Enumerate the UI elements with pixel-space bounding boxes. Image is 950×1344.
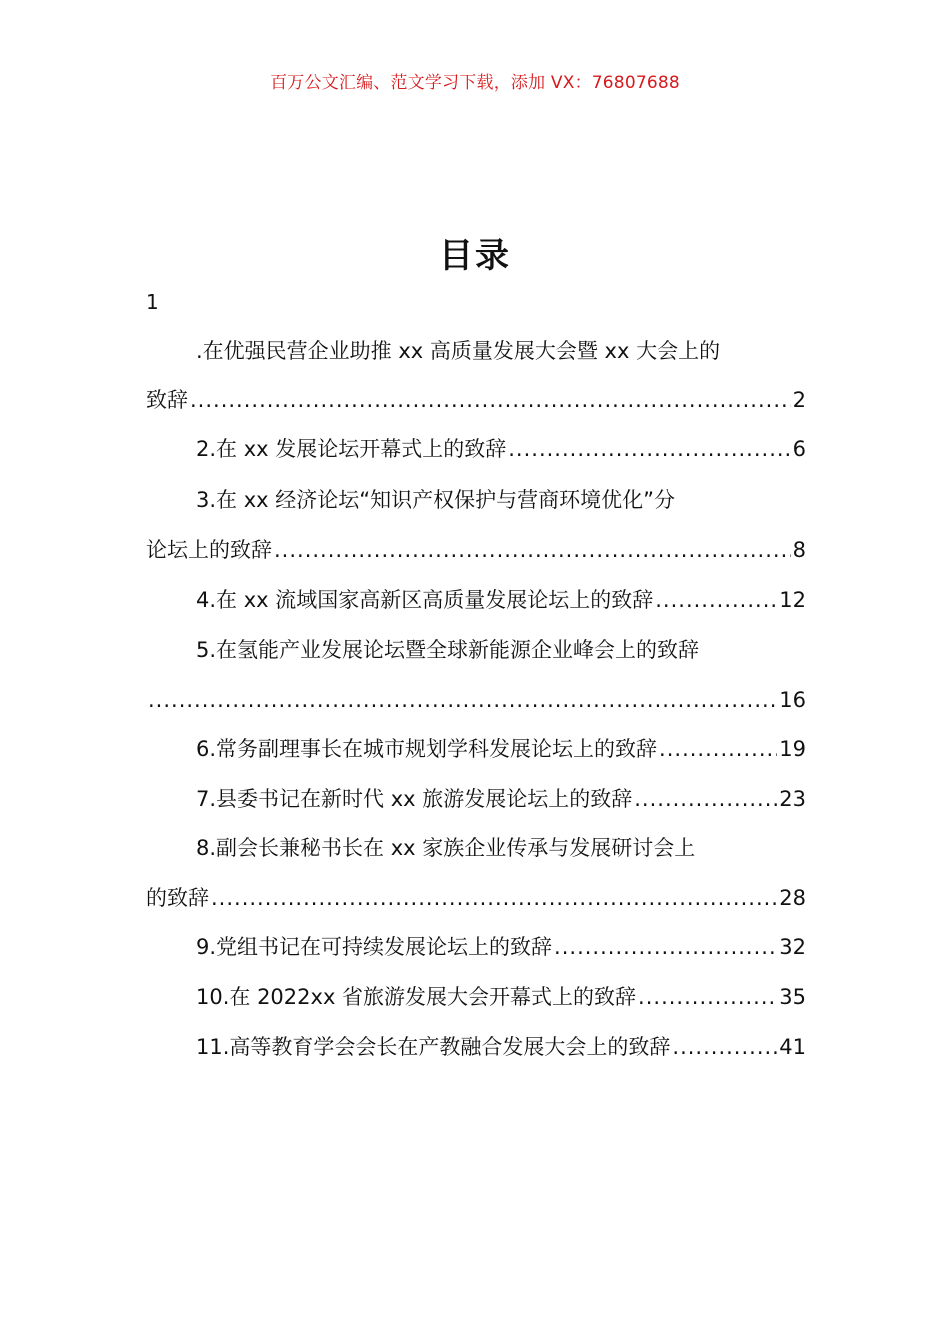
toc-entry-7 bbox=[196, 785, 806, 813]
toc-leader-dots bbox=[672, 1033, 777, 1061]
toc-entry-6-text: 6.常务副理事长在城市规划学科发展论坛上的致辞 bbox=[196, 737, 658, 761]
toc-entry-5-line2 bbox=[146, 686, 806, 714]
toc-entry-1-page: 2 bbox=[792, 388, 806, 412]
toc-entry-11 bbox=[196, 1033, 806, 1061]
toc-entry-10 bbox=[196, 983, 806, 1011]
header-note: 百万公文汇编、范文学习下载，添加 VX：76807688 bbox=[270, 73, 680, 93]
toc-leader-dots bbox=[190, 386, 791, 414]
toc-entry-4-page: 12 bbox=[779, 588, 806, 612]
toc-leader-dots bbox=[634, 785, 777, 813]
toc-entry-10-text: 10.在 2022xx 省旅游发展大会开幕式上的致辞 bbox=[196, 985, 637, 1009]
toc-leader-dots bbox=[554, 933, 777, 961]
toc-entry-6 bbox=[196, 735, 806, 763]
toc-entry-3-line1: 3.在 xx 经济论坛“知识产权保护与营商环境优化”分 bbox=[196, 488, 675, 512]
toc-leader-dots bbox=[211, 884, 777, 912]
toc-entry-7-text: 7.县委书记在新时代 xx 旅游发展论坛上的致辞 bbox=[196, 787, 633, 811]
toc-entry-9 bbox=[196, 933, 806, 961]
toc-leader-dots bbox=[655, 586, 777, 614]
stray-number: 1 bbox=[146, 290, 159, 314]
toc-entry-4 bbox=[196, 586, 806, 614]
toc-entry-7-page: 23 bbox=[779, 787, 806, 811]
toc-leader-dots bbox=[274, 536, 791, 564]
toc-entry-5-page: 16 bbox=[779, 688, 806, 712]
toc-entry-1-text: 致辞 bbox=[146, 388, 188, 412]
toc-entry-1-line1: .在优强民营企业助推 xx 高质量发展大会暨 xx 大会上的 bbox=[196, 339, 721, 363]
toc-entry-9-text: 9.党组书记在可持续发展论坛上的致辞 bbox=[196, 935, 553, 959]
toc-entry-6-page: 19 bbox=[779, 737, 806, 761]
toc-entry-8-page: 28 bbox=[779, 886, 806, 910]
toc-leader-dots bbox=[659, 735, 777, 763]
toc-entry-4-text: 4.在 xx 流域国家高新区高质量发展论坛上的致辞 bbox=[196, 588, 654, 612]
toc-entry-2 bbox=[196, 435, 806, 463]
toc-entry-10-page: 35 bbox=[779, 985, 806, 1009]
toc-entry-9-page: 32 bbox=[779, 935, 806, 959]
toc-entry-2-text: 2.在 xx 发展论坛开幕式上的致辞 bbox=[196, 437, 507, 461]
toc-entry-3-text: 论坛上的致辞 bbox=[146, 538, 272, 562]
page-title: 目录 bbox=[439, 236, 511, 276]
toc-leader-dots bbox=[148, 686, 777, 714]
toc-entry-5-line1: 5.在氢能产业发展论坛暨全球新能源企业峰会上的致辞 bbox=[196, 638, 700, 662]
toc-leader-dots bbox=[508, 435, 790, 463]
toc-entry-1-line2 bbox=[146, 386, 806, 414]
toc-entry-3-line2 bbox=[146, 536, 806, 564]
toc-leader-dots bbox=[638, 983, 777, 1011]
toc-entry-11-page: 41 bbox=[779, 1035, 806, 1059]
toc-entry-8-line1: 8.副会长兼秘书长在 xx 家族企业传承与发展研讨会上 bbox=[196, 836, 696, 860]
toc-entry-8-line2 bbox=[146, 884, 806, 912]
toc-entry-2-page: 6 bbox=[792, 437, 806, 461]
toc-entry-3-page: 8 bbox=[792, 538, 806, 562]
toc-entry-11-text: 11.高等教育学会会长在产教融合发展大会上的致辞 bbox=[196, 1035, 671, 1059]
toc-entry-8-text: 的致辞 bbox=[146, 886, 209, 910]
